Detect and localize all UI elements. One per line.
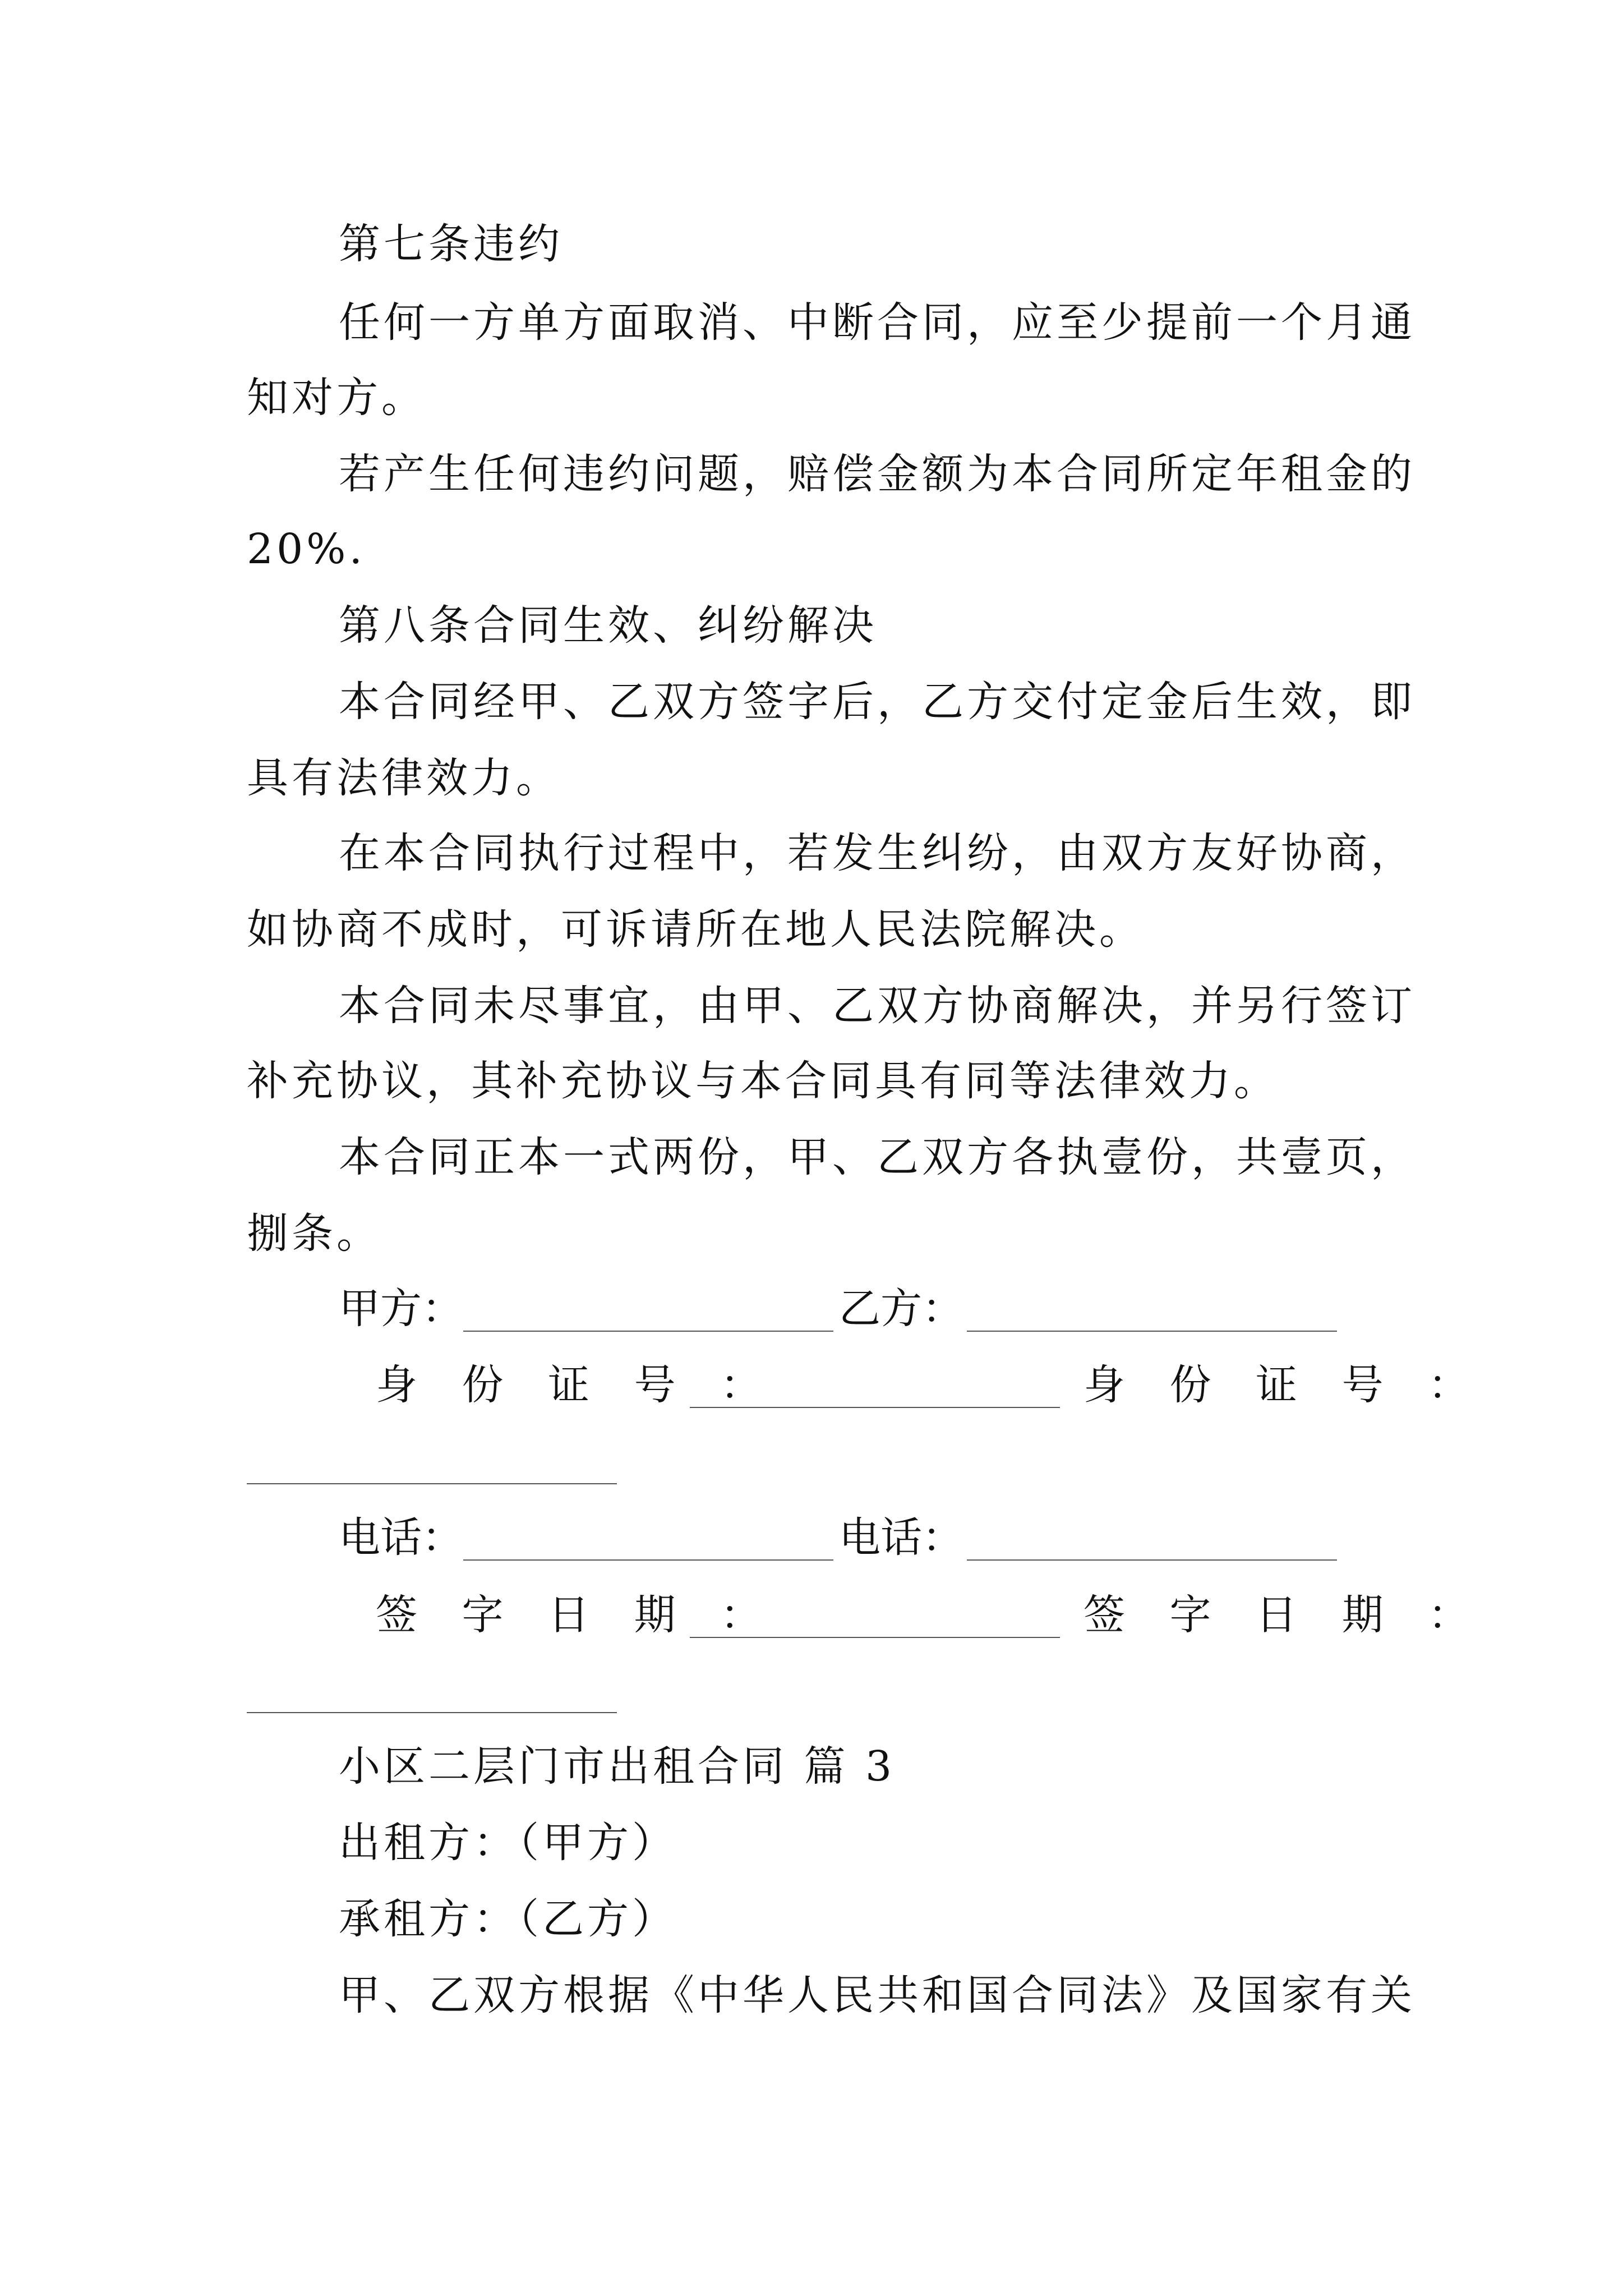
party-b-date-blank [247,1712,617,1713]
lessee-line: 承租方：（乙方） [339,1895,677,1943]
party-b-id-blank [247,1483,617,1484]
paragraph-line: 补充协议，其补充协议与本合同具有同等法律效力。 [247,1057,1279,1105]
party-a-date-label: 签 字 日 期 ： [376,1591,778,1639]
paragraph-line: 本合同经甲、乙双方签字后，乙方交付定金后生效，即 [339,678,1415,726]
party-a-blank [463,1331,833,1332]
paragraph-line: 20%. [247,525,366,573]
party-b-id-label: 身 份 证 号 ： [1083,1361,1486,1409]
paragraph-line: 本合同正本一式两份，甲、乙双方各执壹份，共壹页， [339,1133,1415,1181]
paragraph-line: 任何一方单方面取消、中断合同，应至少提前一个月通 [339,298,1415,347]
party-a-id-blank [690,1407,1060,1408]
party-a-id-label: 身 份 证 号 ： [376,1361,778,1409]
paragraph-line: 本合同未尽事宜，由甲、乙双方协商解决，并另行签订 [339,982,1415,1030]
paragraph-line: 在本合同执行过程中，若发生纠纷，由双方友好协商， [339,829,1415,877]
paragraph-line: 知对方。 [247,374,426,422]
lessor-line: 出租方：（甲方） [339,1819,677,1867]
paragraph-line: 若产生任何违约问题，赔偿金额为本合同所定年租金的 [339,450,1415,498]
article-8-heading: 第八条合同生效、纠纷解决 [339,601,877,650]
paragraph-line: 如协商不成时，可诉请所在地人民法院解决。 [247,905,1144,954]
paragraph-line: 捌条。 [247,1209,381,1258]
party-b-date-label: 签 字 日 期 ： [1083,1591,1486,1639]
party-a-phone-label: 电话： [339,1513,463,1562]
party-a-phone-blank [463,1559,833,1561]
paragraph-line: 甲、乙双方根据《中华人民共和国合同法》及国家有关 [339,1971,1415,2019]
party-a-label: 甲方： [339,1285,463,1333]
party-b-blank [967,1331,1337,1332]
article-7-heading: 第七条违约 [339,220,563,268]
party-b-label: 乙方： [839,1285,963,1333]
paragraph-line: 具有法律效力。 [247,754,561,802]
party-b-phone-label: 电话： [839,1513,963,1562]
party-a-date-blank [690,1637,1060,1638]
party-b-phone-blank [967,1559,1337,1561]
contract-3-title: 小区二层门市出租合同 篇 3 [339,1742,896,1791]
